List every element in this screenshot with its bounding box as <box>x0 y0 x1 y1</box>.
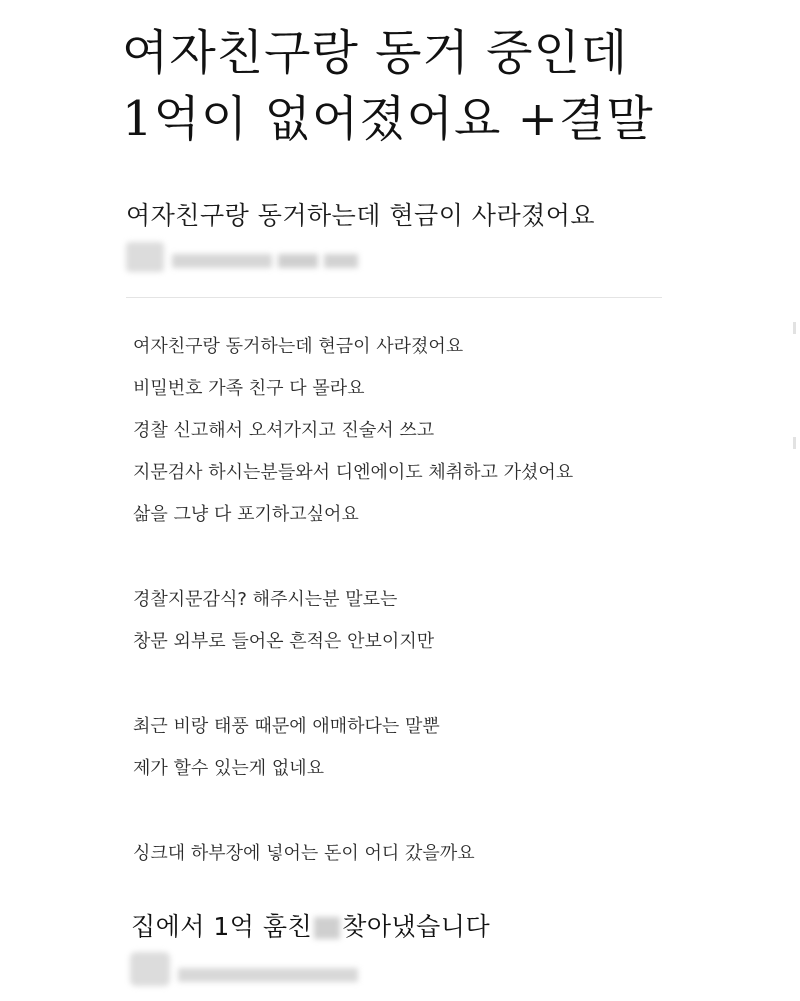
paragraph-gap <box>133 670 573 713</box>
reply-title-part-2: 찾아냈습니다 <box>342 912 491 941</box>
post-author-meta-blurred <box>126 242 358 272</box>
body-line: 지문검사 하시는분들와서 디엔에이도 체취하고 가셨어요 <box>133 462 574 483</box>
headline <box>122 20 782 152</box>
author-name-blurred <box>172 254 272 268</box>
reply-author-meta-blurred <box>130 952 360 988</box>
author-avatar-blurred <box>126 242 164 272</box>
divider <box>126 297 662 298</box>
scroll-edge-mark <box>793 437 796 449</box>
body-line: 경찰 신고해서 오셔가지고 진술서 쓰고 <box>133 420 435 441</box>
headline-line-1: 여자친구랑 동거 중인데 <box>122 25 629 81</box>
body-line: 창문 외부로 들어온 흔적은 안보이지만 <box>133 631 435 652</box>
post-date-blurred <box>278 254 318 268</box>
post-body <box>133 333 573 882</box>
paragraph-gap <box>133 797 573 840</box>
reply-author-name-blurred <box>178 968 358 982</box>
body-line: 경찰지문감식? 해주시는분 말로는 <box>133 589 398 610</box>
obscured-text-blur <box>314 917 340 939</box>
body-line: 여자친구랑 동거하는데 현금이 사라졌어요 <box>133 336 464 357</box>
body-line: 제가 할수 있는게 없네요 <box>133 758 325 779</box>
scroll-edge-mark <box>793 322 796 334</box>
headline-line-2: 1억이 없어졌어요 +결말 <box>122 91 654 147</box>
reply-author-avatar-blurred <box>130 952 170 986</box>
body-line: 비밀번호 가족 친구 다 몰라요 <box>133 378 365 399</box>
reply-title-part-1: 집에서 1억 훔친 <box>131 912 313 941</box>
post-title[interactable]: 여자친구랑 동거하는데 현금이 사라졌어요 <box>126 201 596 230</box>
body-line: 싱크대 하부장에 넣어는 돈이 어디 갔을까요 <box>133 843 475 864</box>
post-views-blurred <box>324 254 358 268</box>
reply-post-title[interactable] <box>131 907 490 943</box>
paragraph-gap <box>133 543 573 586</box>
body-line: 삶을 그냥 다 포기하고싶어요 <box>133 504 359 525</box>
body-line: 최근 비랑 태풍 때문에 애매하다는 말뿐 <box>133 716 440 737</box>
